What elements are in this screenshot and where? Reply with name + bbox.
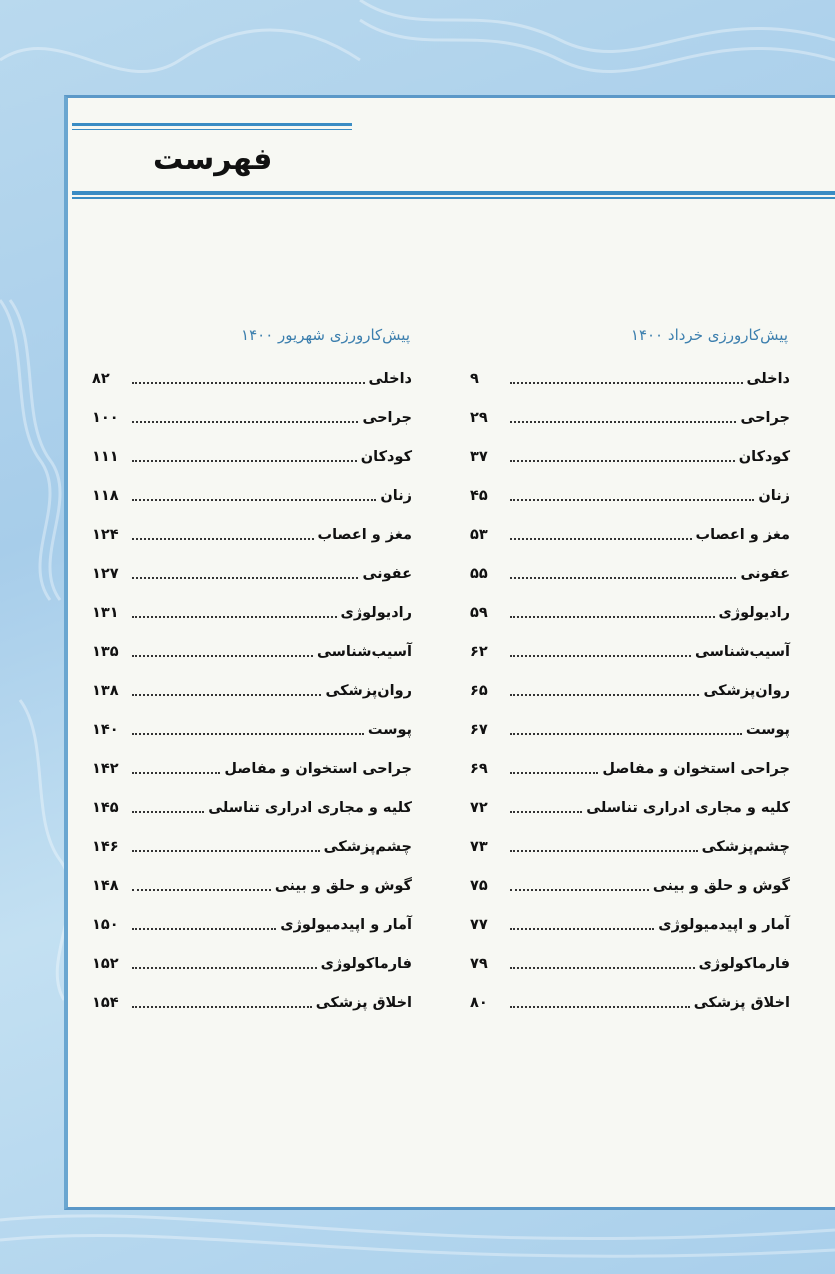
toc-entry[interactable]: [92, 974, 412, 1013]
toc-entry-title: جراحی: [362, 410, 412, 426]
dot-leader: [510, 850, 698, 852]
page-title: فهرست: [153, 142, 273, 177]
toc-entry[interactable]: [470, 740, 790, 779]
toc-entry-title: گوش و حلق و بینی: [274, 878, 412, 894]
toc-entry[interactable]: [470, 545, 790, 584]
toc-entry-title: زنان: [758, 488, 790, 504]
dot-leader: [510, 1006, 690, 1008]
toc-entry[interactable]: [470, 506, 790, 545]
dot-leader: [510, 421, 736, 423]
toc-entry-page-number: ۵۵: [470, 566, 488, 582]
toc-entry[interactable]: [470, 623, 790, 662]
toc-entry-page-number: ۳۷: [470, 449, 488, 465]
toc-entry-title: کلیه و مجاری ادراری تناسلی: [586, 800, 790, 816]
dot-leader: [510, 655, 691, 657]
toc-entry-page-number: ۱۳۱: [92, 605, 119, 621]
toc-entry-title: آمار و اپیدمیولوژی: [658, 917, 790, 933]
toc-entry[interactable]: [470, 857, 790, 896]
toc-entry-page-number: ۸۲: [92, 371, 110, 387]
toc-entry[interactable]: [470, 935, 790, 974]
toc-entry-page-number: ۷۲: [470, 800, 488, 816]
toc-entry-page-number: ۶۵: [470, 683, 488, 699]
toc-entry-title: زنان: [380, 488, 412, 504]
dot-leader: [132, 460, 357, 462]
header-rule-thin: [72, 197, 835, 199]
toc-entry[interactable]: [470, 779, 790, 818]
dot-leader: [510, 772, 598, 774]
toc-list: [470, 350, 790, 1013]
toc-entry[interactable]: [92, 428, 412, 467]
toc-entry-title: فارماکولوژی: [320, 956, 412, 972]
toc-entry[interactable]: [92, 467, 412, 506]
toc-entry-title: پوست: [745, 722, 790, 738]
toc-entry-title: فارماکولوژی: [698, 956, 790, 972]
toc-entry[interactable]: [92, 545, 412, 584]
toc-entry[interactable]: [470, 350, 790, 389]
dot-leader: [132, 850, 320, 852]
toc-entry-page-number: ۱۵۰: [92, 917, 119, 933]
toc-column-shahrivar: [92, 320, 412, 1013]
toc-entry-title: مغز و اعصاب: [695, 527, 790, 543]
toc-entry-title: آمار و اپیدمیولوژی: [280, 917, 412, 933]
toc-entry-page-number: ۶۷: [470, 722, 488, 738]
toc-entry[interactable]: [470, 467, 790, 506]
toc-entry-title: روان‌پزشکی: [703, 683, 790, 699]
toc-entry-title: اخلاق پزشکی: [693, 995, 790, 1011]
toc-entry-title: کودکان: [360, 449, 412, 465]
dot-leader: [132, 538, 314, 540]
toc-entry[interactable]: [92, 935, 412, 974]
toc-entry-title: روان‌پزشکی: [325, 683, 412, 699]
toc-entry-page-number: ۷۷: [470, 917, 488, 933]
dot-leader: [132, 382, 365, 384]
dot-leader: [132, 1006, 312, 1008]
dot-leader: [132, 811, 204, 813]
toc-entry-page-number: ۵۹: [470, 605, 488, 621]
toc-entry-title: عفونی: [740, 566, 790, 582]
toc-entry[interactable]: [92, 818, 412, 857]
toc-entry-title: کلیه و مجاری ادراری تناسلی: [208, 800, 412, 816]
toc-list: [92, 350, 412, 1013]
dot-leader: [510, 382, 743, 384]
header-rule-top: [72, 123, 352, 126]
dot-leader: [510, 616, 715, 618]
toc-entry-page-number: ۱۵۲: [92, 956, 119, 972]
header-rule: [72, 191, 835, 195]
toc-entry[interactable]: [470, 974, 790, 1013]
toc-entry-title: جراحی استخوان و مفاصل: [602, 761, 790, 777]
dot-leader: [510, 538, 692, 540]
dot-leader: [132, 655, 313, 657]
dot-leader: [510, 889, 649, 891]
toc-entry[interactable]: [92, 389, 412, 428]
toc-entry[interactable]: [92, 584, 412, 623]
column-heading: پیش‌کارورزی شهریور ۱۴۰۰: [241, 326, 410, 344]
toc-entry[interactable]: [470, 584, 790, 623]
dot-leader: [132, 616, 337, 618]
toc-entry[interactable]: [470, 818, 790, 857]
toc-entry-title: داخلی: [746, 371, 790, 387]
toc-entry[interactable]: [470, 662, 790, 701]
toc-entry-page-number: ۱۱۸: [92, 488, 119, 504]
toc-entry-title: عفونی: [362, 566, 412, 582]
toc-entry[interactable]: [92, 740, 412, 779]
toc-entry-page-number: ۱۴۲: [92, 761, 119, 777]
dot-leader: [510, 928, 654, 930]
toc-entry-title: اخلاق پزشکی: [315, 995, 412, 1011]
toc-entry-page-number: ۱۳۸: [92, 683, 119, 699]
toc-entry-title: پوست: [367, 722, 412, 738]
toc-entry[interactable]: [92, 506, 412, 545]
toc-column-khordad: [470, 320, 790, 1013]
toc-entry-title: رادیولوژی: [340, 605, 412, 621]
toc-entry-page-number: ۱۲۷: [92, 566, 119, 582]
toc-entry-page-number: ۱۲۴: [92, 527, 119, 543]
dot-leader: [510, 811, 582, 813]
toc-entry[interactable]: [92, 623, 412, 662]
toc-entry[interactable]: [470, 389, 790, 428]
toc-entry-page-number: ۷۳: [470, 839, 488, 855]
toc-entry-page-number: ۲۹: [470, 410, 488, 426]
dot-leader: [132, 499, 376, 501]
toc-entry-title: کودکان: [738, 449, 790, 465]
dot-leader: [510, 733, 742, 735]
toc-entry-title: آسیب‌شناسی: [694, 644, 790, 660]
header-rule-top-thin: [72, 129, 352, 130]
dot-leader: [132, 889, 271, 891]
toc-entry-page-number: ۸۰: [470, 995, 488, 1011]
toc-entry-title: آسیب‌شناسی: [316, 644, 412, 660]
toc-entry-title: جراحی: [740, 410, 790, 426]
toc-entry-title: گوش و حلق و بینی: [652, 878, 790, 894]
toc-entry-page-number: ۱۴۸: [92, 878, 119, 894]
toc-entry-title: داخلی: [368, 371, 412, 387]
dot-leader: [132, 577, 358, 579]
toc-entry-page-number: ۱۱۱: [92, 449, 119, 465]
toc-entry-page-number: ۵۳: [470, 527, 488, 543]
toc-entry[interactable]: [470, 896, 790, 935]
dot-leader: [132, 772, 220, 774]
dot-leader: [510, 460, 735, 462]
toc-entry-title: رادیولوژی: [718, 605, 790, 621]
toc-entry-page-number: ۶۹: [470, 761, 488, 777]
toc-entry-page-number: ۱۴۵: [92, 800, 119, 816]
toc-entry[interactable]: [92, 857, 412, 896]
toc-entry[interactable]: [92, 662, 412, 701]
toc-entry-page-number: ۱۰۰: [92, 410, 119, 426]
toc-entry-page-number: ۷۵: [470, 878, 488, 894]
toc-entry-title: جراحی استخوان و مفاصل: [224, 761, 412, 777]
toc-entry-page-number: ۱۴۰: [92, 722, 119, 738]
toc-entry-page-number: ۱۴۶: [92, 839, 119, 855]
toc-entry-page-number: ۹: [470, 371, 479, 387]
toc-entry-page-number: ۱۵۴: [92, 995, 119, 1011]
dot-leader: [132, 928, 276, 930]
column-heading: پیش‌کارورزی خرداد ۱۴۰۰: [630, 326, 788, 344]
dot-leader: [510, 499, 754, 501]
toc-entry-title: چشم‌پزشکی: [701, 839, 790, 855]
toc-entry[interactable]: [92, 896, 412, 935]
toc-entry[interactable]: [92, 701, 412, 740]
table-of-contents-panel: [64, 95, 835, 1210]
toc-entry-title: مغز و اعصاب: [317, 527, 412, 543]
toc-entry-page-number: ۴۵: [470, 488, 488, 504]
toc-entry-page-number: ۶۲: [470, 644, 488, 660]
toc-entry[interactable]: [470, 428, 790, 467]
toc-entry[interactable]: [92, 779, 412, 818]
dot-leader: [132, 421, 358, 423]
toc-entry-title: چشم‌پزشکی: [323, 839, 412, 855]
toc-entry-page-number: ۱۳۵: [92, 644, 119, 660]
dot-leader: [132, 967, 317, 969]
dot-leader: [510, 694, 699, 696]
dot-leader: [132, 694, 321, 696]
toc-entry[interactable]: [92, 350, 412, 389]
dot-leader: [510, 967, 695, 969]
dot-leader: [510, 577, 736, 579]
toc-entry[interactable]: [470, 701, 790, 740]
dot-leader: [132, 733, 364, 735]
toc-entry-page-number: ۷۹: [470, 956, 488, 972]
